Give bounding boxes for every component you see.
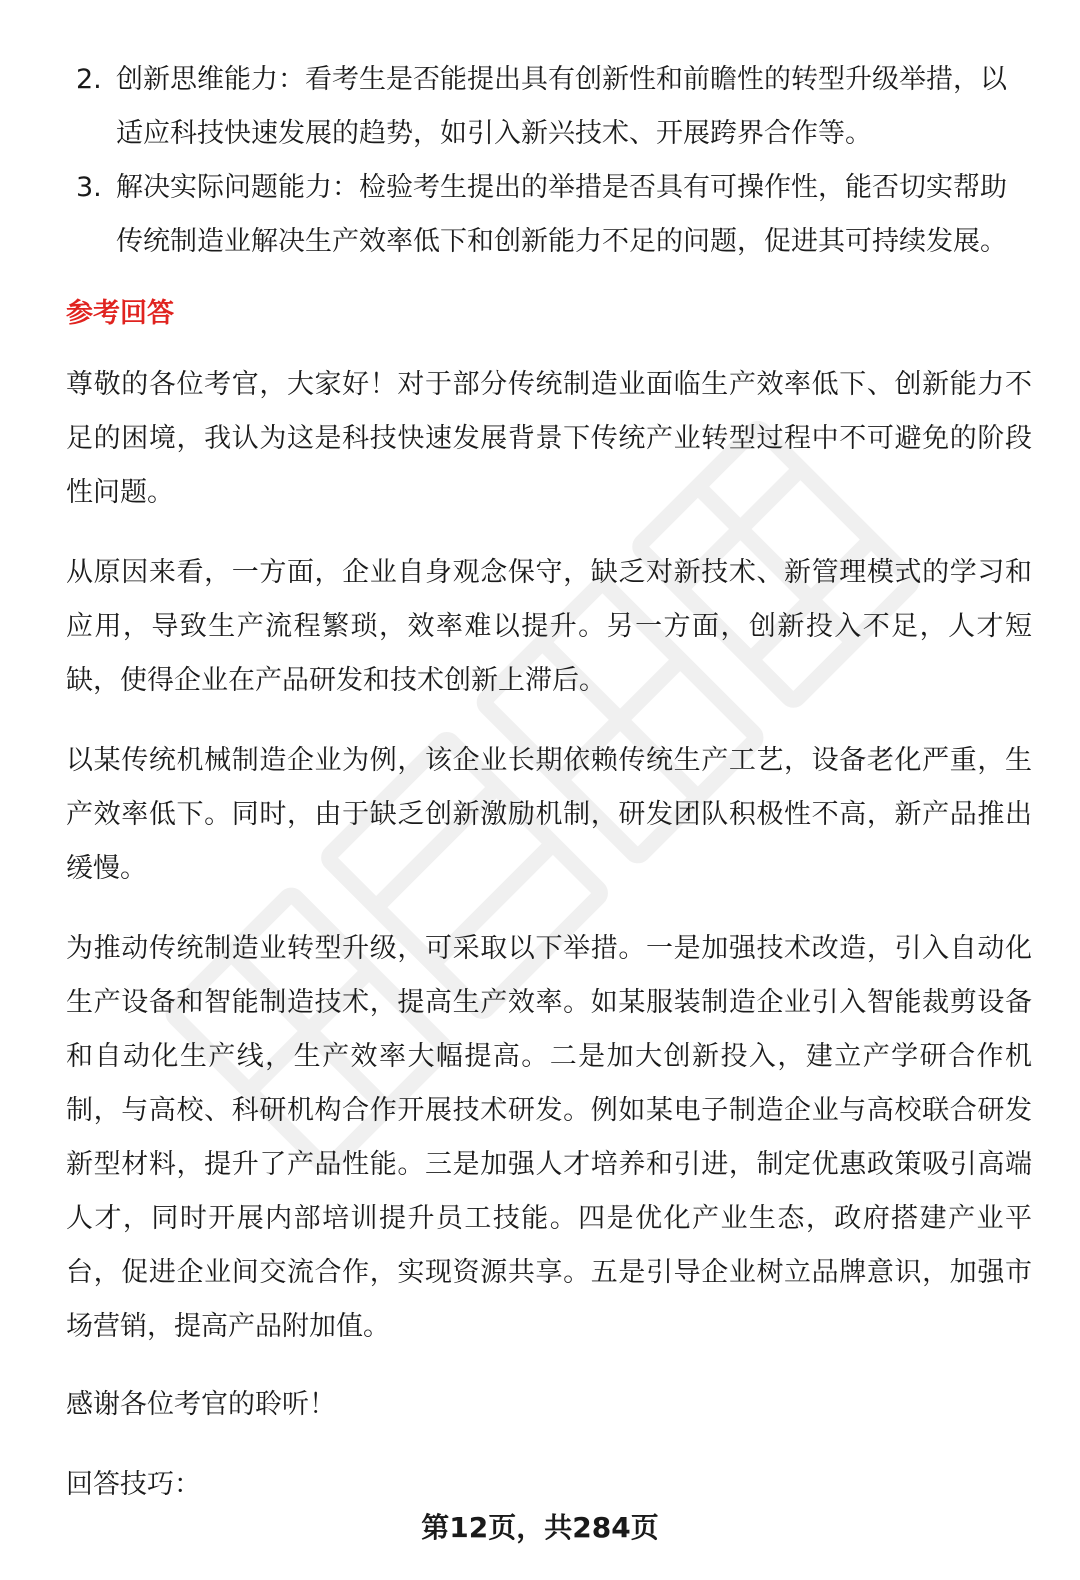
- criteria-item-innovation: [76, 53, 1032, 161]
- paragraph-thanks: 感谢各位考官的聆听！: [66, 1389, 336, 1420]
- criteria-item-problem-solving: [76, 161, 1032, 269]
- section-heading-reference-answer: 参考回答: [66, 298, 174, 329]
- list-number: 2.: [76, 64, 102, 95]
- paragraph-measures: 为推动传统制造业转型升级，可采取以下举措。一是加强技术改造，引入自动化生产设备和智能制造技术，提高生产效率。如某服装制造企业引入智能裁剪设备和自动化生产线，生产效率大幅提高。二是加大创新投入，建立产学研合作机制，与高校、科研机构合作开展技术研发。例如某电子制造企业与高校联合研发新型材料，提升了产品性能。三是加强人才培养和引进，制定优惠政策吸引高端人才，同时开展内部培训提升员工技能。四是优化产业生态，政府搭建产业平台，促进企业间交流合作，实现资源共享。五是引导企业树立品牌意识，加强市场营销，提高产品附加值。: [66, 933, 1032, 1342]
- paragraph-tips-label: 回答技巧：: [66, 1469, 201, 1500]
- evaluation-criteria-list: [76, 53, 1032, 269]
- paragraph-causes: 从原因来看，一方面，企业自身观念保守，缺乏对新技术、新管理模式的学习和应用，导致生产流程繁琐，效率难以提升。另一方面，创新投入不足，人才短缺，使得企业在产品研发和技术创新上滞后。: [66, 557, 1032, 696]
- list-item-text: 创新思维能力：看考生是否能提出具有创新性和前瞻性的转型升级举措，以适应科技快速发展的趋势，如引入新兴技术、开展跨界合作等。: [116, 64, 1007, 149]
- paragraph-greeting: 尊敬的各位考官，大家好！对于部分传统制造业面临生产效率低下、创新能力不足的困境，我认为这是科技快速发展背景下传统产业转型过程中不可避免的阶段性问题。: [66, 369, 1032, 508]
- page-number-footer: 第12页，共284页: [421, 1511, 659, 1544]
- list-item-text: 解决实际问题能力：检验考生提出的举措是否具有可操作性，能否切实帮助传统制造业解决生产效率低下和创新能力不足的问题，促进其可持续发展。: [116, 172, 1007, 257]
- list-number: 3.: [76, 172, 102, 203]
- paragraph-example: 以某传统机械制造企业为例，该企业长期依赖传统生产工艺，设备老化严重，生产效率低下。同时，由于缺乏创新激励机制，研发团队积极性不高，新产品推出缓慢。: [66, 745, 1032, 884]
